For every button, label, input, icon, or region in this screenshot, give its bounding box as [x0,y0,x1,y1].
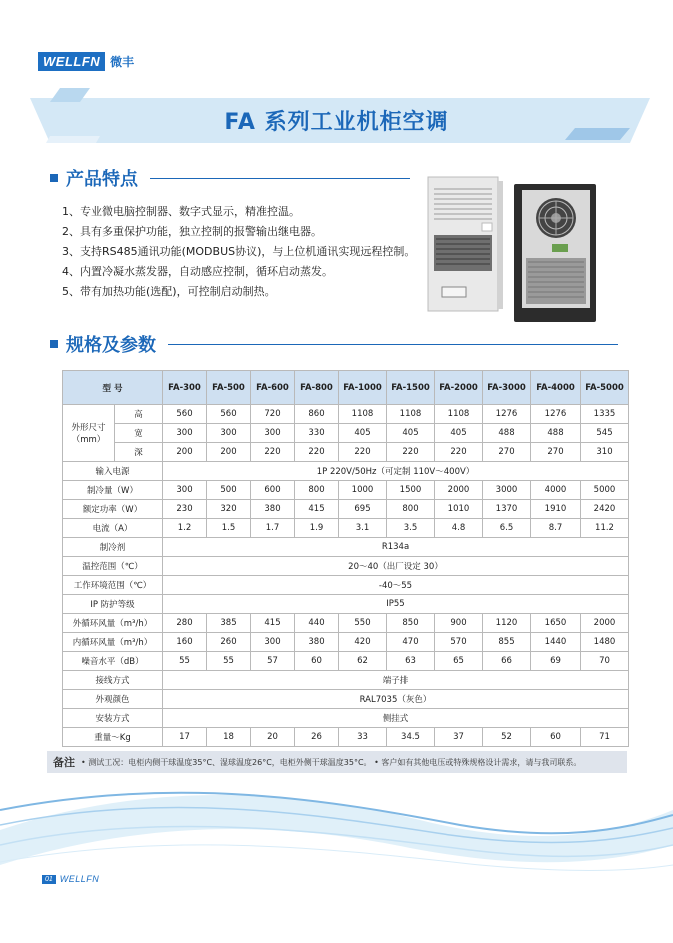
table-row [63,652,629,671]
table-cell: 1.5 [207,519,251,538]
model-name: FA-5000 [581,371,629,405]
row-label: 接线方式 [63,671,163,690]
spec-table [62,370,629,747]
table-cell: 405 [435,424,483,443]
table-cell: 220 [295,443,339,462]
features-heading [50,165,410,191]
table-cell: 300 [163,481,207,500]
row-label: 重量～Kg [63,728,163,747]
row-label: 制冷剂 [63,538,163,557]
feature-item: 1、专业微电脑控制器、数字式显示，精准控温。 [62,205,300,218]
table-cell: 560 [207,405,251,424]
dimension-group-label: 外形尺寸 （mm） [63,405,115,462]
table-row [63,576,629,595]
table-cell: 695 [339,500,387,519]
table-cell-span: IP55 [163,595,629,614]
table-row [63,443,629,462]
table-cell: 800 [387,500,435,519]
row-label: IP 防护等级 [63,595,163,614]
table-cell: 60 [531,728,581,747]
table-cell: 470 [387,633,435,652]
table-cell: 1500 [387,481,435,500]
table-cell: 63 [387,652,435,671]
table-cell: 405 [339,424,387,443]
table-cell: 330 [295,424,339,443]
footer-brand: WELLFN [59,874,100,884]
table-row [63,709,629,728]
row-label: 输入电源 [63,462,163,481]
table-cell: 380 [295,633,339,652]
table-cell: 280 [163,614,207,633]
table-cell: 1.9 [295,519,339,538]
row-label: 安装方式 [63,709,163,728]
table-cell: 1370 [483,500,531,519]
table-cell: 1108 [339,405,387,424]
table-row [63,614,629,633]
row-label: 内循环风量（m³/h） [63,633,163,652]
table-cell: 2000 [435,481,483,500]
table-cell: 860 [295,405,339,424]
product-front-image [420,175,505,315]
row-label: 外循环风量（m³/h） [63,614,163,633]
table-cell: 69 [531,652,581,671]
table-row [63,595,629,614]
model-name: FA-500 [207,371,251,405]
row-label: 噪音水平（dB） [63,652,163,671]
table-cell: 3.1 [339,519,387,538]
table-cell: 33 [339,728,387,747]
table-cell: 310 [581,443,629,462]
row-label: 额定功率（W） [63,500,163,519]
table-cell: 220 [387,443,435,462]
table-cell: 380 [251,500,295,519]
page-number: 01 [42,875,56,884]
feature-item: 4、内置冷凝水蒸发器，自动感应控制，循环启动蒸发。 [62,265,333,278]
model-header: 型 号 [63,371,163,405]
model-name: FA-300 [163,371,207,405]
row-label: 外观颜色 [63,690,163,709]
heading-marker [50,174,58,182]
table-cell: 6.5 [483,519,531,538]
table-row [63,557,629,576]
table-cell: 260 [207,633,251,652]
features-heading-text: 产品特点 [66,169,138,190]
table-cell: 420 [339,633,387,652]
table-cell: 1650 [531,614,581,633]
table-header-row [63,371,629,405]
table-cell: 18 [207,728,251,747]
model-name: FA-2000 [435,371,483,405]
table-cell: 71 [581,728,629,747]
table-cell: 20 [251,728,295,747]
table-cell: 26 [295,728,339,747]
table-cell: 200 [163,443,207,462]
specs-heading [50,331,618,357]
table-cell: 1910 [531,500,581,519]
table-cell: 57 [251,652,295,671]
table-cell: 300 [251,633,295,652]
table-cell: 270 [531,443,581,462]
table-row [63,424,629,443]
table-cell: 488 [483,424,531,443]
table-cell-span: RAL7035（灰色） [163,690,629,709]
logo-wordmark: WELLFN [38,52,105,71]
table-row [63,538,629,557]
table-cell: 70 [581,652,629,671]
feature-list [62,202,416,302]
specs-heading-text: 规格及参数 [66,335,156,356]
table-cell: 405 [387,424,435,443]
row-label: 工作环境范围（℃） [63,576,163,595]
table-cell: 2000 [581,614,629,633]
table-cell: 60 [295,652,339,671]
table-cell: 4.8 [435,519,483,538]
table-cell: 1276 [531,405,581,424]
heading-marker [50,340,58,348]
table-cell: 720 [251,405,295,424]
feature-item: 2、具有多重保护功能，独立控制的报警输出继电器。 [62,225,322,238]
table-cell-span: 20～40（出厂设定 30） [163,557,629,576]
table-cell: 850 [387,614,435,633]
model-name: FA-800 [295,371,339,405]
table-cell: 1276 [483,405,531,424]
table-cell: 3.5 [387,519,435,538]
table-cell: 34.5 [387,728,435,747]
table-cell: 600 [251,481,295,500]
table-cell: 200 [207,443,251,462]
table-cell: 66 [483,652,531,671]
table-cell: 440 [295,614,339,633]
dimension-label: 高 [115,405,163,424]
table-cell: 4000 [531,481,581,500]
row-label: 电流（A） [63,519,163,538]
dimension-label: 宽 [115,424,163,443]
model-name: FA-3000 [483,371,531,405]
heading-rule [150,178,410,179]
table-cell: 300 [207,424,251,443]
heading-rule [168,344,618,345]
table-cell: 1010 [435,500,483,519]
table-cell: 415 [251,614,295,633]
table-cell: 1440 [531,633,581,652]
table-cell: 55 [207,652,251,671]
table-cell: 1480 [581,633,629,652]
table-cell: 2420 [581,500,629,519]
table-row [63,462,629,481]
brand-logo [38,52,134,71]
table-cell: 55 [163,652,207,671]
table-row [63,690,629,709]
table-cell: 415 [295,500,339,519]
table-cell: 160 [163,633,207,652]
table-cell: 230 [163,500,207,519]
table-row [63,481,629,500]
table-cell: 320 [207,500,251,519]
table-row [63,405,629,424]
table-cell: 1120 [483,614,531,633]
feature-item: 5、带有加热功能(选配)，可控制启动制热。 [62,285,276,298]
table-cell: 220 [435,443,483,462]
table-cell: 8.7 [531,519,581,538]
table-cell: 1.7 [251,519,295,538]
table-cell: 385 [207,614,251,633]
table-cell: 3000 [483,481,531,500]
page-footer [42,874,99,884]
table-cell-span: R134a [163,538,629,557]
table-cell: 545 [581,424,629,443]
table-cell: 52 [483,728,531,747]
table-cell: 5000 [581,481,629,500]
table-cell: 500 [207,481,251,500]
row-label: 制冷量（W） [63,481,163,500]
table-cell: 300 [251,424,295,443]
table-cell: 1108 [387,405,435,424]
table-cell-span: 侧挂式 [163,709,629,728]
table-cell: 488 [531,424,581,443]
model-name: FA-1000 [339,371,387,405]
note-text: • 测试工况：电柜内侧干球温度35°C、湿球温度26°C，电柜外侧干球温度35°C。 • 客户如有其他电压或特殊规格设计需求，请与我司联系。 [81,757,582,767]
table-cell: 220 [251,443,295,462]
table-cell: 1000 [339,481,387,500]
page-title: FA 系列工业机柜空调 [224,110,449,135]
table-row [63,633,629,652]
table-cell: 11.2 [581,519,629,538]
table-cell: 1108 [435,405,483,424]
note-label: 备注 [53,756,75,769]
table-cell: 37 [435,728,483,747]
table-cell: 560 [163,405,207,424]
decorative-waves [0,770,673,943]
table-cell: 550 [339,614,387,633]
feature-item: 3、支持RS485通讯功能(MODBUS协议)，与上位机通讯实现远程控制。 [62,245,416,258]
table-row [63,519,629,538]
table-cell: 855 [483,633,531,652]
table-cell: 65 [435,652,483,671]
table-cell: 300 [163,424,207,443]
table-cell: 220 [339,443,387,462]
model-name: FA-4000 [531,371,581,405]
dimension-label: 深 [115,443,163,462]
table-cell-span: -40～55 [163,576,629,595]
table-cell: 270 [483,443,531,462]
table-cell: 570 [435,633,483,652]
logo-chinese: 微丰 [110,55,135,69]
table-cell: 900 [435,614,483,633]
product-back-image [512,182,598,324]
row-label: 温控范围（℃） [63,557,163,576]
table-cell-span: 1P 220V/50Hz（可定制 110V～400V） [163,462,629,481]
table-cell: 17 [163,728,207,747]
model-name: FA-600 [251,371,295,405]
table-cell-span: 端子排 [163,671,629,690]
model-name: FA-1500 [387,371,435,405]
table-cell: 62 [339,652,387,671]
table-cell: 800 [295,481,339,500]
table-cell: 1.2 [163,519,207,538]
table-row [63,500,629,519]
table-cell: 1335 [581,405,629,424]
table-row [63,728,629,747]
table-row [63,671,629,690]
